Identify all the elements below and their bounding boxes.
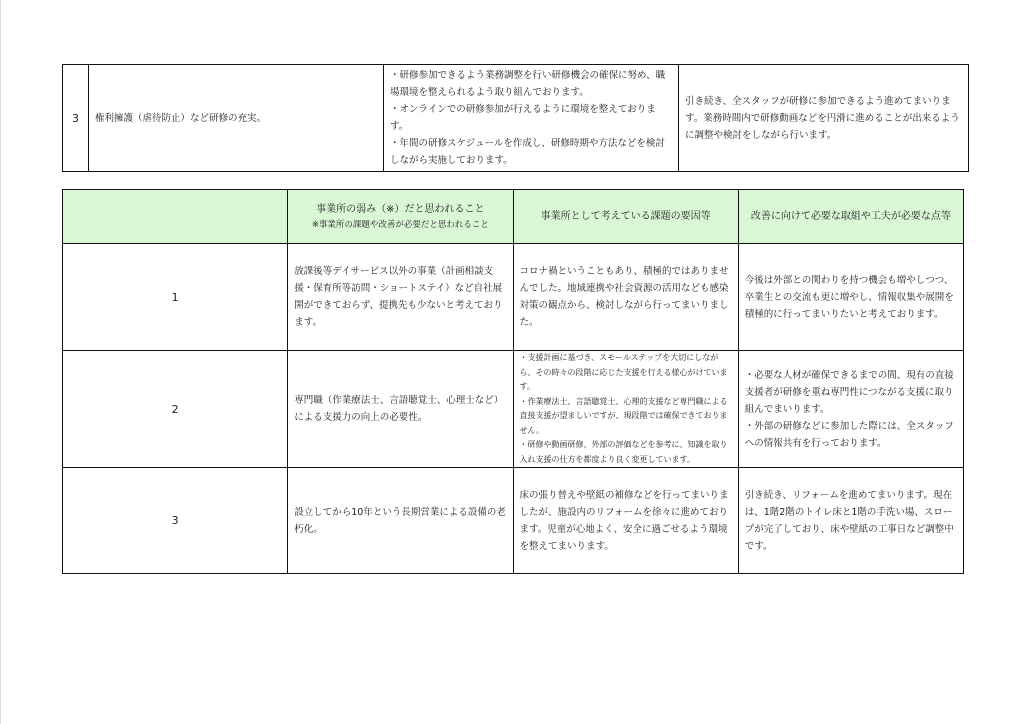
current-status-cell: ・研修参加できるよう業務調整を行い研修機会の確保に努め、職場環境を整えられるよう取り組んでおります。 ・オンラインでの研修参加が行えるように環境を整えております。 ・年間の研修スケジュールを作成し、研修時期や方法などを検討しながら実施しております。 — [384, 65, 679, 172]
row-number: 2 — [63, 351, 288, 468]
header-weakness — [288, 190, 513, 244]
cause-cell: 床の張り替えや壁紙の補修などを行ってまいりましたが、施設内のリフォームを徐々に進めております。児童が心地よく、安全に過ごせるよう環境を整えてまいります。 — [513, 468, 738, 574]
top-table — [62, 64, 969, 172]
cause-cell: コロナ禍ということもあり、積極的ではありませんでした。地域連携や社会資源の活用なども感染対策の観点から、検討しながら行ってまいりました。 — [513, 244, 738, 351]
row-number: 3 — [63, 468, 288, 574]
weakness-cell: 設立してから10年という長期営業による設備の老朽化。 — [288, 468, 513, 574]
weakness-table — [62, 189, 964, 574]
row-number: 3 — [63, 65, 89, 172]
weakness-cell: 放課後等デイサービス以外の事業（計画相談支援・保育所等訪問・ショートステイ）など自社展開ができておらず、提携先も少ないと考えております。 — [288, 244, 513, 351]
cause-cell: ・支援計画に基づき、スモールステップを大切にしながら、その時々の段階に応じた支援を行える様心がけています。 ・作業療法士、言語聴覚士、心理的支援など専門職による直接支援が望ましいですが、現段階では確保できておりません。 ・研修や動画研修、外部の評価などを参考に、知識を取り入れ支援の仕方を都度より良く変更しています。 — [513, 351, 738, 468]
row-number: 1 — [63, 244, 288, 351]
header-weakness-title: 事業所の弱み（※）だと思われること — [316, 203, 485, 215]
improvement-cell: 引き続き、リフォームを進めてまいります。現在は、1階2階のトイレ床と1階の手洗い場、スロープが完了しており、床や壁紙の工事日など調整中です。 — [738, 468, 963, 574]
header-weakness-note: ※事業所の課題や改善が必要だと思われること — [311, 219, 489, 230]
header-number-blank — [63, 190, 288, 244]
plan-cell: 引き続き、全スタッフが研修に参加できるよう進めてまいります。業務時間内で研修動画などを円滑に進めることが出来るように調整や検討をしながら行います。 — [679, 65, 969, 172]
header-row — [63, 190, 964, 244]
improvement-cell: ・必要な人材が確保できるまでの間、現有の直接支援者が研修を重ね専門性につながる支援に取り組んでまいります。 ・外部の研修などに参加した際には、全スタッフへの情報共有を行っております。 — [738, 351, 963, 468]
page-edge — [0, 0, 1, 724]
table-row — [63, 65, 969, 172]
header-causes: 事業所として考えている課題の要因等 — [513, 190, 738, 244]
improvement-cell: 今後は外部との関わりを持つ機会も増やしつつ、卒業生との交流も更に増やし、情報収集や展開を積極的に行ってまいりたいと考えております。 — [738, 244, 963, 351]
table-row — [63, 244, 964, 351]
table-row — [63, 468, 964, 574]
header-improvements: 改善に向けて必要な取組や工夫が必要な点等 — [738, 190, 963, 244]
weakness-cell: 専門職（作業療法士、言語聴覚士、心理士など）による支援力の向上の必要性。 — [288, 351, 513, 468]
issue-cell: 権利擁護（虐待防止）など研修の充実。 — [89, 65, 384, 172]
table-row — [63, 351, 964, 468]
